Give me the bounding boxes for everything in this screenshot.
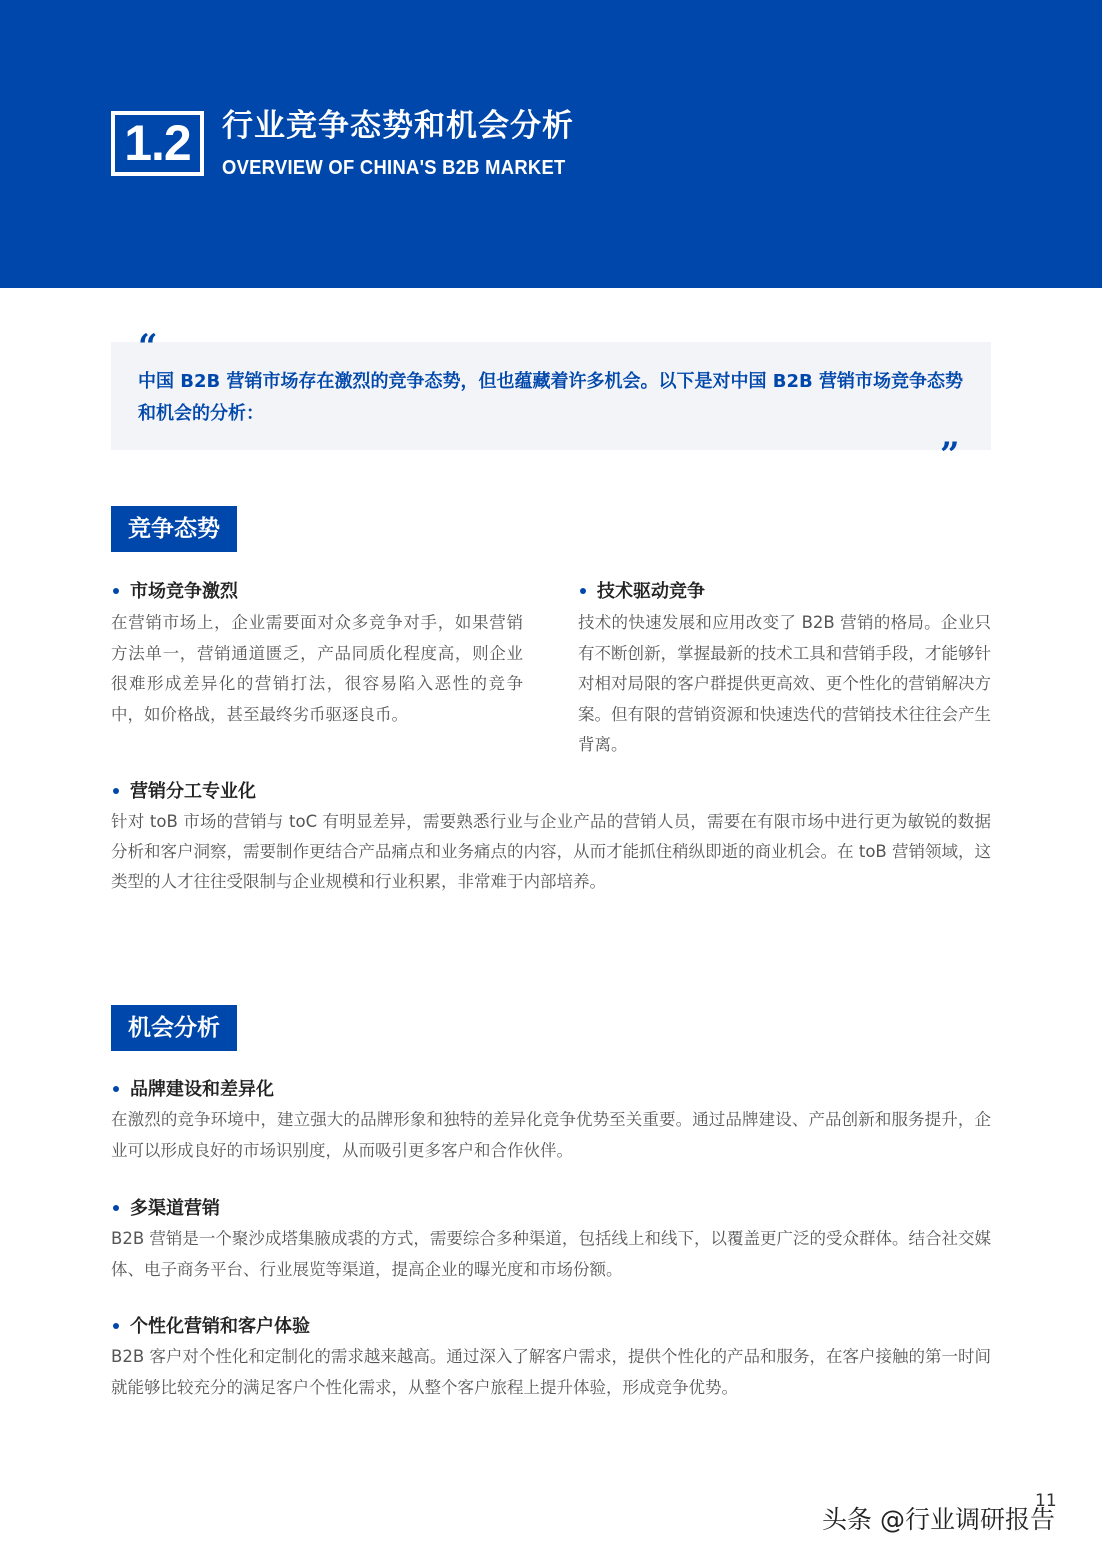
bullet-icon: [113, 1323, 119, 1329]
item-title: 个性化营销和客户体验: [130, 1316, 310, 1337]
item-market-competition: [111, 577, 523, 730]
item-tech-driven: [578, 577, 991, 761]
item-body: 在激烈的竞争环境中，建立强大的品牌形象和独特的差异化竞争优势至关重要。通过品牌建设、产品创新和服务提升，企业可以形成良好的市场识别度，从而吸引更多客户和合作伙伴。: [111, 1110, 991, 1160]
item-title: 市场竞争激烈: [130, 581, 238, 602]
item-title: 技术驱动竞争: [597, 581, 705, 602]
item-body: B2B 营销是一个聚沙成塔集腋成裘的方式，需要综合多种渠道，包括线上和线下，以覆盖更广泛的受众群体。结合社交媒体、电子商务平台、行业展览等渠道，提高企业的曝光度和市场份额。: [111, 1229, 991, 1279]
item-body: 针对 toB 市场的营销与 toC 有明显差异，需要熟悉行业与企业产品的营销人员，需要在有限市场中进行更为敏锐的数据分析和客户洞察，需要制作更结合产品痛点和业务痛点的内容，从而才能抓住稍纵即逝的商业机会。在 toB 营销领域，这类型的人才往往受限制与企业规模和行业积累，非常难于内部培养。: [111, 812, 991, 891]
section-tag-competition: 竞争态势: [111, 506, 237, 552]
item-specialization: [111, 777, 991, 897]
bullet-icon: [113, 788, 119, 794]
item-multichannel: [111, 1194, 991, 1285]
item-brand-building: [111, 1075, 991, 1166]
page-number: 11: [1035, 1491, 1057, 1511]
item-title: 多渠道营销: [130, 1198, 220, 1219]
item-body: B2B 客户对个性化和定制化的需求越来越高。通过深入了解客户需求，提供个性化的产品和服务，在客户接触的第一时间就能够比较充分的满足客户个性化需求，从整个客户旅程上提升体验，形成竞争优势。: [111, 1347, 991, 1397]
bullet-icon: [113, 588, 119, 594]
item-body: 技术的快速发展和应用改变了 B2B 营销的格局。企业只有不断创新，掌握最新的技术工具和营销手段，才能够针对相对局限的客户群提供更高效、更个性化的营销解决方案。但有限的营销资源和快速迭代的营销技术往往会产生背离。: [578, 613, 991, 754]
close-quote-icon: ”: [940, 435, 960, 475]
section-number-box: 1.2: [111, 111, 204, 176]
bullet-icon: [580, 588, 586, 594]
bullet-icon: [113, 1086, 119, 1092]
intro-quote-text: 中国 B2B 营销市场存在激烈的竞争态势，但也蕴藏着许多机会。以下是对中国 B2B 营销市场竞争态势和机会的分析：: [138, 371, 963, 424]
item-title: 营销分工专业化: [130, 781, 256, 802]
bullet-icon: [113, 1205, 119, 1211]
watermark: 头条 @行业调研报告: [822, 1505, 1055, 1534]
item-body: 在营销市场上，企业需要面对众多竞争对手，如果营销方法单一，营销通道匮乏，产品同质化程度高，则企业很难形成差异化的营销打法，很容易陷入恶性的竞争中，如价格战，甚至最终劣币驱逐良币。: [111, 613, 523, 724]
page-title: 行业竞争态势和机会分析: [222, 108, 574, 144]
item-title: 品牌建设和差异化: [130, 1079, 274, 1100]
page-subtitle: OVERVIEW OF CHINA'S B2B MARKET: [222, 157, 566, 179]
item-personalization: [111, 1312, 991, 1403]
section-tag-opportunity: 机会分析: [111, 1005, 237, 1051]
open-quote-icon: “: [138, 327, 158, 367]
